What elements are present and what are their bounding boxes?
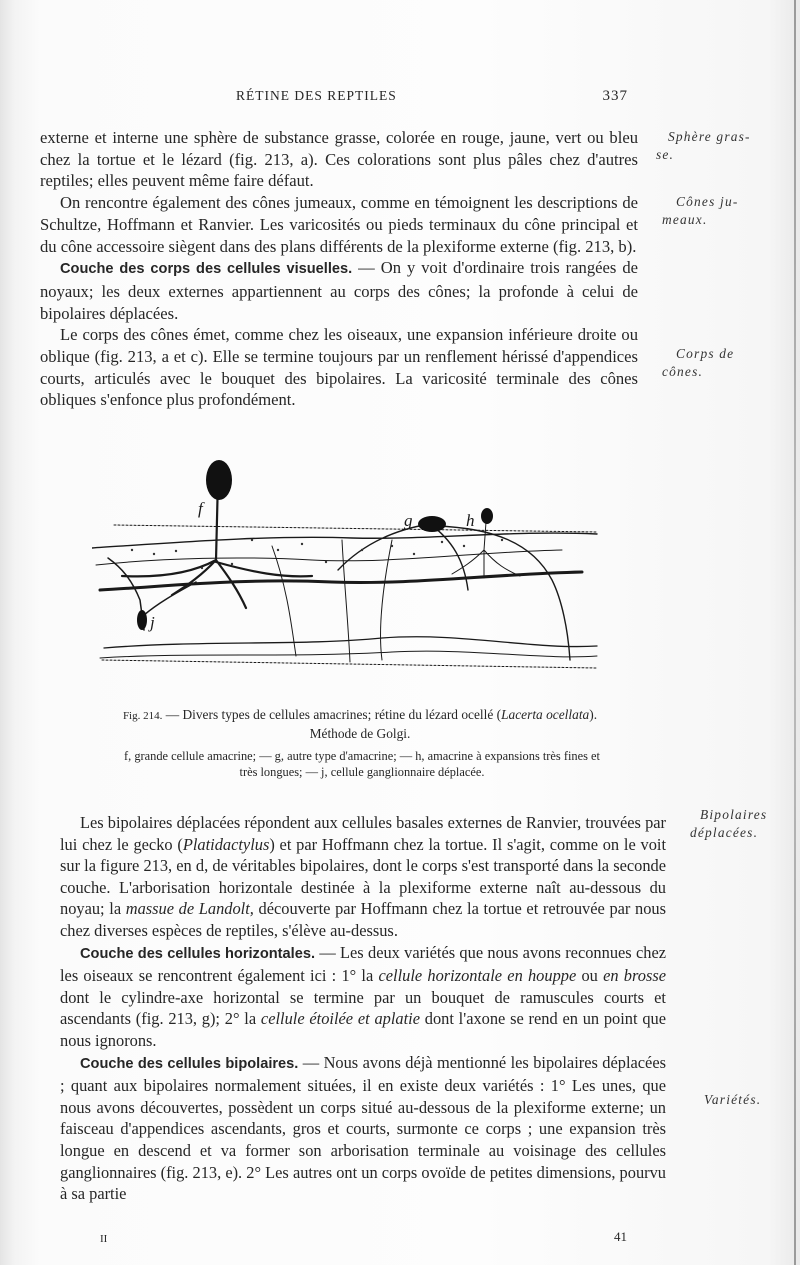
paragraph-text: — Nous avons déjà mentionné les bipolaires déplacées ; quant aux bipolaires normalement situées, il en existe deux variétés : 1° Les unes, que nous avons découvertes, possèdent un corps situé au-dessous de la plexiforme externe; un faisceau d'appendices ascendants, gros et courts, surmonte ce corps ; une expansion très longue en descend et va former son arborisation terminale au voisinage des cellules ganglionnaires (fig. 213, e). 2° Les autres ont un corps ovoïde de petites dimensions, pourvu à sa partie (60, 1052, 666, 1204)
italic-term: Platidactylus (182, 834, 270, 854)
paragraph-text: ) et par Hoffmann chez la tortue. Il s'agit, comme on le voit sur la figure 213, en d, de véritables bipolaires, dont le corps s'est transporté dans la seconde couche. L'arborisation horizontale destinée à la plexiforme externe naît au-dessous du noyau; la (60, 834, 666, 919)
paragraph-text: — Les deux variétés que nous avons reconnues chez les oiseaux se rencontrent également ici : 1° la (60, 942, 666, 986)
horizontal-fibre (100, 651, 597, 658)
running-title: RÉTINE DES REPTILES (236, 88, 397, 103)
retina-drawing (92, 450, 604, 682)
caption-text-end: ). (589, 707, 598, 722)
section-heading: Couche des cellules bipolaires. (80, 1055, 299, 1072)
margin-note-line: Cônes ju- (676, 194, 739, 209)
paragraph-text: dont l'axone se rend en un point que nous ignorons. (60, 1009, 667, 1050)
paragraph (60, 1052, 666, 1205)
italic-term: en brosse (603, 966, 667, 986)
amacrine-h-soma (481, 508, 493, 524)
figure-label-f: f (198, 499, 203, 518)
margin-note-cones-jumeaux (662, 193, 739, 229)
figure-amacrine-cells (92, 450, 604, 682)
paragraph-text: — On y voit d'ordinaire trois rangées de noyaux; les deux externes appartiennent au corps des cônes; la profonde à celui de bipolaires déplacées. (40, 258, 638, 323)
figure-legend (62, 748, 662, 780)
figure-label-j: j (150, 613, 155, 632)
amacrine-f-soma (206, 460, 232, 500)
margin-note-line: Variétés. (704, 1092, 762, 1107)
paragraph-text: ou (576, 966, 604, 986)
dotted-layer-line (114, 525, 597, 532)
paragraph: Le corps des cônes émet, comme chez les oiseaux, une expansion inférieure droite ou oblique (fig. 213, a et c). Elle se termine toujours par un renflement hérissé d'appendices courts, articulés avec le bouquet des bipolaires. La varicosité terminale des cônes obliques s'enfonce plus profondément. (40, 325, 638, 410)
caption-method: Méthode de Golgi. (309, 726, 411, 741)
text-block-bottom (60, 812, 666, 1205)
margin-note-line: cônes. (662, 364, 704, 379)
paragraph (60, 942, 666, 1052)
margin-note-line: Sphère gras- (668, 129, 751, 144)
figure-caption (60, 706, 660, 743)
horizontal-fibre (92, 533, 597, 548)
margin-note-corps-cones (662, 345, 735, 381)
page-number: 337 (602, 88, 628, 104)
margin-note-bipolaires (690, 806, 768, 842)
legend-line: f, grande cellule amacrine; — g, autre type d'amacrine; — h, amacrine à expansions très fines et (124, 749, 600, 763)
ganglion-j-soma (137, 610, 147, 630)
amacrine-g-dendrites (338, 524, 570, 660)
sheet-number: 41 (614, 1229, 627, 1244)
margin-note-line: Bipolaires (700, 807, 768, 822)
caption-line (60, 706, 660, 725)
margin-note-sphere (656, 128, 751, 164)
margin-note-line: Corps de (676, 346, 735, 361)
text-block-top (40, 127, 638, 411)
caption-text: — Divers types de cellules amacrines; rétine du lézard ocellé ( (162, 707, 502, 722)
figure-number: Fig. 214. (122, 710, 163, 722)
paragraph: externe et interne une sphère de substance grasse, colorée en rouge, jaune, vert ou bleu chez la tortue et le lézard (fig. 213, a). Ces colorations sont plus pâles chez d'autres reptiles; elles peuvent même faire défaut. (40, 128, 638, 191)
running-head (60, 88, 640, 108)
amacrine-g-soma (418, 516, 446, 532)
figure-label-h: h (466, 511, 475, 530)
section-heading: Couche des cellules horizontales. (80, 945, 316, 962)
margin-note-line: déplacées. (690, 825, 759, 840)
paragraph: On rencontre également des cônes jumeaux, comme en témoignent les descriptions de Schultze, Hoffmann et Ranvier. Les varicosités ou pieds terminaux du cône principal et du cône accessoire siègent dans des plans différents de la plexiforme externe (fig. 213, b). (40, 193, 638, 256)
section-heading: Couche des corps des cellules visuelles. (60, 261, 353, 278)
caption-species: Lacerta ocellata (501, 707, 590, 722)
horizontal-fibre (104, 637, 597, 648)
paragraph (60, 812, 666, 942)
paragraph-text: Les bipolaires déplacées répondent aux cellules basales externes de Ranvier, trouvées par lui chez le gecko ( (60, 813, 666, 854)
margin-note-varietes (704, 1091, 761, 1109)
figure-label-g: g (404, 511, 413, 530)
paragraph-text: découverte par Hoffmann chez la tortue et retrouvée par nous chez diverses espèces de reptiles, s'élève au-dessus. (60, 899, 666, 940)
paragraph (40, 257, 638, 324)
italic-term: cellule horizontale en houppe (378, 966, 577, 986)
margin-note-line: meaux. (662, 212, 708, 227)
paragraph-text: dont le cylindre-axe horizontal se termine par un bouquet de ramuscules courts et ascendants (fig. 213, g); 2° la (60, 987, 666, 1029)
margin-note-line: se. (656, 147, 675, 162)
italic-term: cellule étoilée et aplatie (260, 1009, 420, 1029)
legend-line: très longues; — j, cellule ganglionnaire déplacée. (239, 765, 485, 779)
horizontal-fibre (96, 550, 562, 565)
italic-term: massue de Landolt, (125, 899, 254, 919)
signature-mark: II (100, 1233, 108, 1245)
